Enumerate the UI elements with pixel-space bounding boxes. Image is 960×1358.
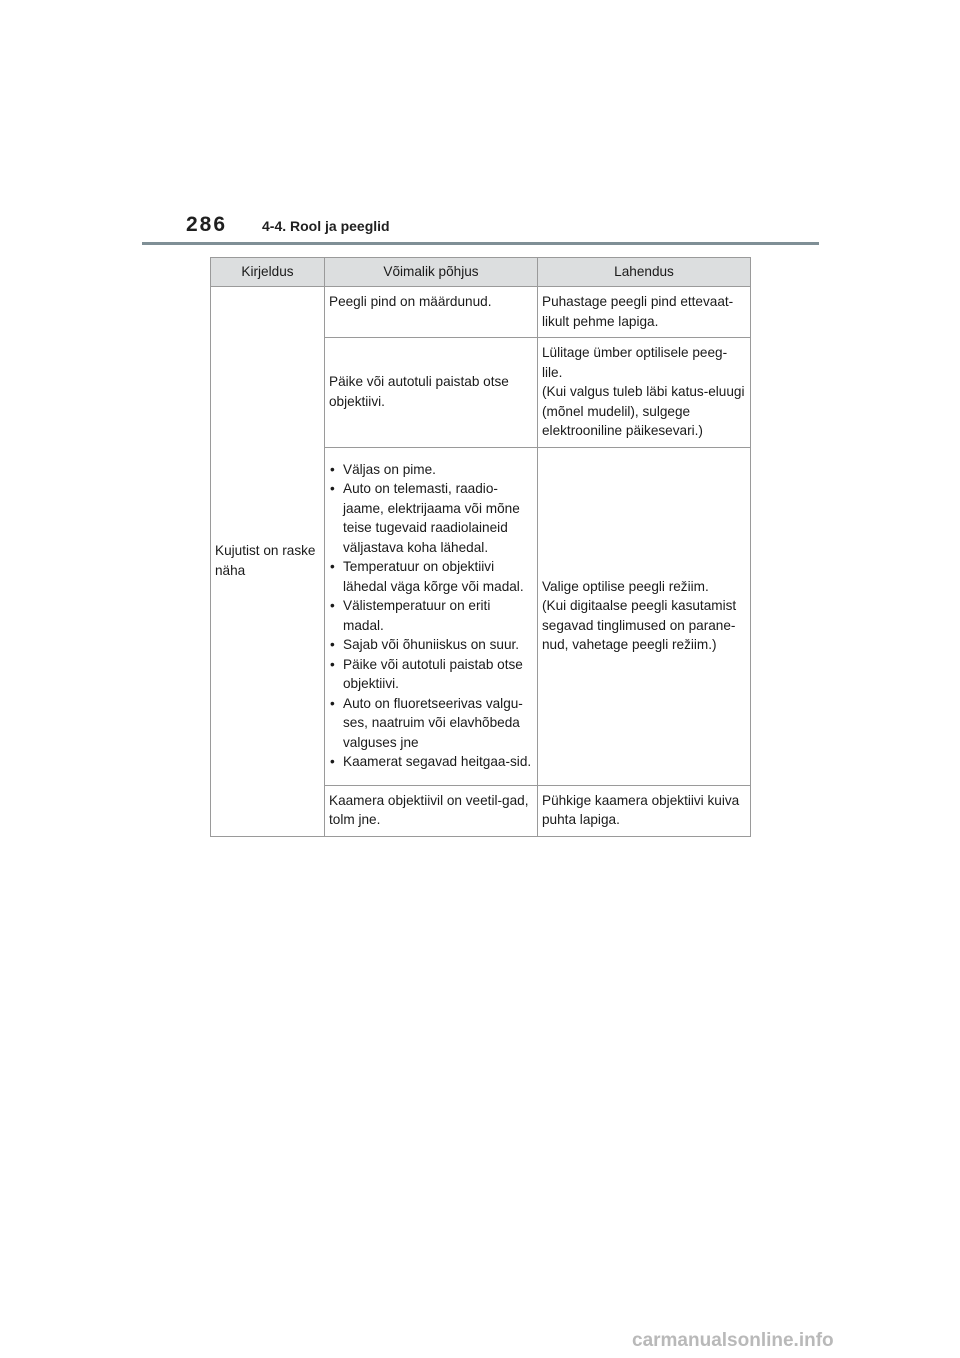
column-header-description: Kirjeldus — [211, 258, 325, 287]
solution-cell: Puhastage peegli pind ettevaat-likult pehme lapiga. — [538, 287, 751, 338]
cause-cell — [325, 447, 538, 785]
column-header-solution: Lahendus — [538, 258, 751, 287]
table-header-row — [211, 258, 751, 287]
cause-list-item: • Päike või autotuli paistab otse objektiivi. — [329, 655, 533, 694]
table-row — [211, 287, 751, 338]
cause-cell: Kaamera objektiivil on veetil-gad, tolm jne. — [325, 785, 538, 836]
page-header — [0, 0, 960, 250]
header-divider — [142, 242, 819, 245]
watermark: carmanualsonline.info — [632, 1330, 834, 1351]
troubleshooting-table — [210, 257, 751, 837]
solution-cell: Pühkige kaamera objektiivi kuiva puhta lapiga. — [538, 785, 751, 836]
cause-list-item: • Väljas on pime. — [329, 460, 533, 480]
cause-list-item: • Kaamerat segavad heitgaa-sid. — [329, 752, 533, 772]
column-header-cause: Võimalik põhjus — [325, 258, 538, 287]
section-title: 4-4. Rool ja peeglid — [262, 218, 390, 234]
cause-list — [329, 460, 533, 772]
cause-list-item: • Temperatuur on objektiivi lähedal väga kõrge või madal. — [329, 557, 533, 596]
cause-list-item: • Auto on telemasti, raadio-jaame, elektrijaama või mõne teise tugevaid raadiolaineid väljastava koha lähedal. — [329, 479, 533, 557]
cause-list-item: • Välistemperatuur on eriti madal. — [329, 596, 533, 635]
solution-cell: Lülitage ümber optilisele peeg-lile. (Kui valgus tuleb läbi katus-eluugi (mõnel mudelil), sulgege elektrooniline päikesevari.) — [538, 338, 751, 448]
cause-cell: Peegli pind on määrdunud. — [325, 287, 538, 338]
cause-list-item: • Auto on fluoretseerivas valgu-ses, naatruim või elavhõbeda valguses jne — [329, 694, 533, 753]
cause-cell: Päike või autotuli paistab otse objektiivi. — [325, 338, 538, 448]
page-number: 286 — [186, 213, 228, 236]
description-cell: Kujutist on raske näha — [211, 287, 325, 837]
cause-list-item: • Sajab või õhuniiskus on suur. — [329, 635, 533, 655]
solution-cell: Valige optilise peegli režiim. (Kui digitaalse peegli kasutamist segavad tinglimused on parane-nud, vahetage peegli režiim.) — [538, 447, 751, 785]
